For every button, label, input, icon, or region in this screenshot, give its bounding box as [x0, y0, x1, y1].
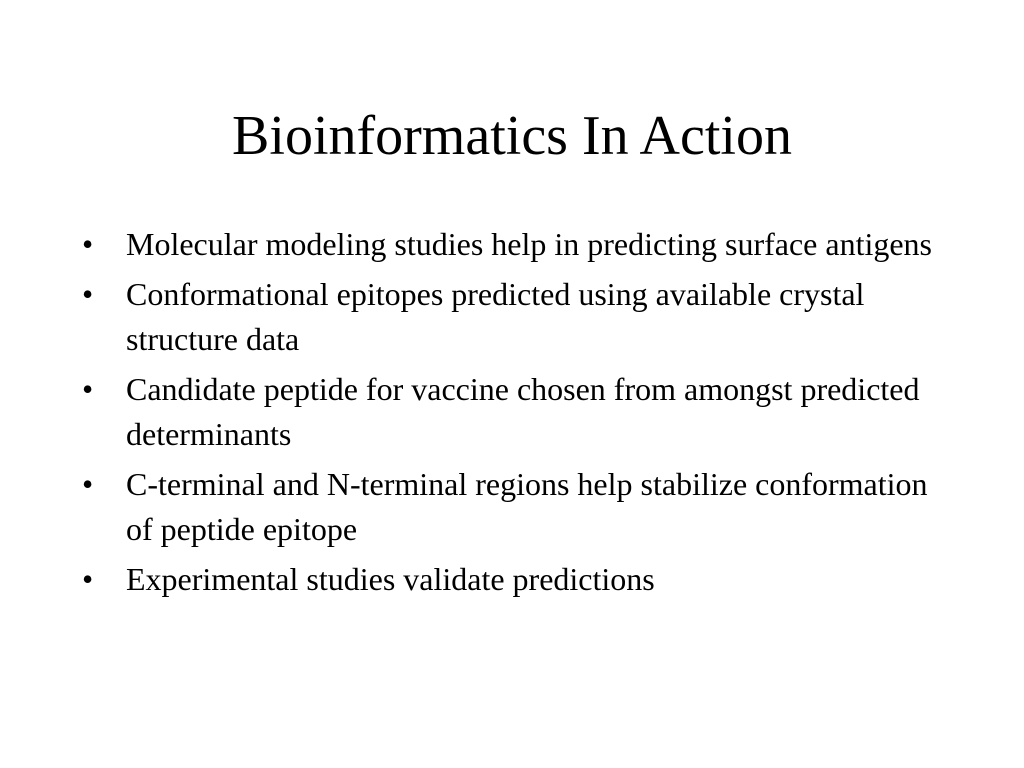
slide-title: Bioinformatics In Action: [232, 105, 792, 167]
bullet-icon: •: [82, 466, 94, 502]
bullet-text: Experimental studies validate predictions: [126, 561, 655, 597]
bullet-item: [82, 367, 962, 457]
bullet-text: Candidate peptide for vaccine chosen from amongst predicted determinants: [126, 371, 920, 452]
bullet-list: [82, 222, 962, 607]
bullet-item: [82, 462, 962, 552]
bullet-icon: •: [82, 561, 94, 597]
bullet-icon: •: [82, 371, 94, 407]
bullet-item: [82, 272, 962, 362]
bullet-icon: •: [82, 276, 94, 312]
bullet-item: [82, 222, 962, 267]
bullet-text: Conformational epitopes predicted using available crystal structure data: [126, 276, 865, 357]
bullet-text: Molecular modeling studies help in predicting surface antigens: [126, 226, 932, 262]
bullet-text: C-terminal and N-terminal regions help stabilize conformation of peptide epitope: [126, 466, 928, 547]
bullet-item: [82, 557, 962, 602]
bullet-icon: •: [82, 226, 94, 262]
